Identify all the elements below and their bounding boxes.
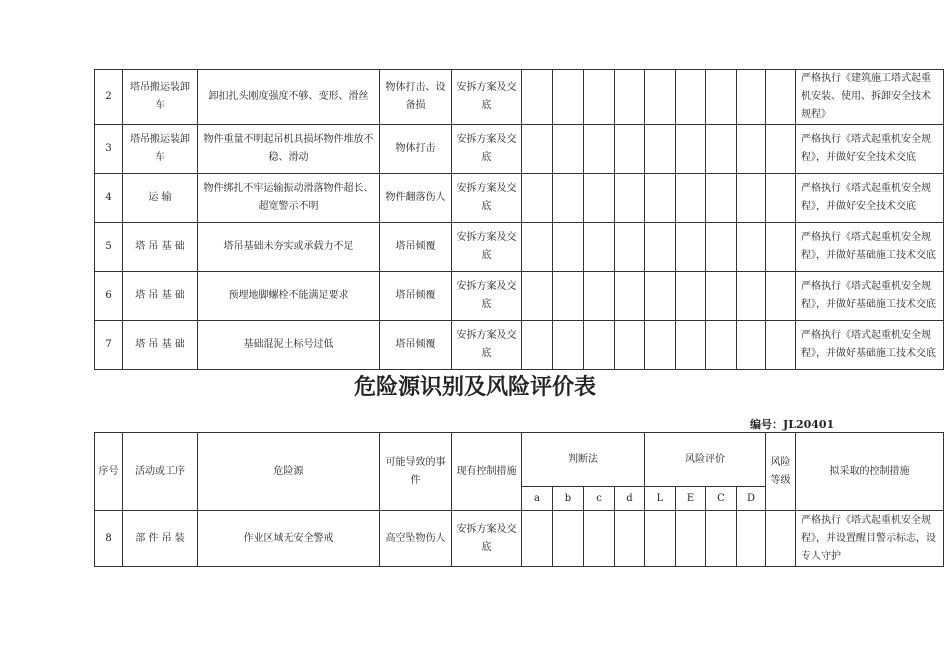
- empty-score-cell: [522, 223, 553, 272]
- empty-score-cell: [615, 321, 645, 370]
- empty-score-cell: [706, 125, 737, 174]
- row-measures: 安拆方案及交底: [452, 70, 522, 125]
- empty-score-cell: [645, 125, 676, 174]
- empty-score-cell: [553, 223, 584, 272]
- empty-score-cell: [645, 223, 676, 272]
- row-event: 塔吊倾覆: [380, 223, 452, 272]
- header-judge-c: c: [584, 487, 615, 511]
- row-hazard: 物件重量不明起吊机具损坏物件堆放不稳、滑动: [198, 125, 380, 174]
- header-judge-a: a: [522, 487, 553, 511]
- empty-score-cell: [615, 511, 645, 567]
- empty-score-cell: [766, 321, 796, 370]
- header-judge-b: b: [553, 487, 584, 511]
- row-hazard: 物件绑扎不牢运输振动滑落物件超长、超宽警示不明: [198, 174, 380, 223]
- empty-score-cell: [645, 511, 676, 567]
- empty-score-cell: [706, 272, 737, 321]
- table-row: [95, 272, 944, 321]
- table-row: [95, 511, 944, 567]
- empty-score-cell: [737, 174, 766, 223]
- empty-score-cell: [645, 272, 676, 321]
- row-activity: 塔吊搬运装卸车: [123, 70, 198, 125]
- row-activity: 塔 吊 基 础: [123, 321, 198, 370]
- row-number: 6: [95, 272, 123, 321]
- empty-score-cell: [522, 70, 553, 125]
- empty-score-cell: [766, 223, 796, 272]
- row-number: 8: [95, 511, 123, 567]
- empty-score-cell: [737, 223, 766, 272]
- row-event: 物件翻落伤人: [380, 174, 452, 223]
- empty-score-cell: [766, 272, 796, 321]
- page-title: 危险源识别及风险评价表: [353, 374, 596, 400]
- row-event: 物体打击: [380, 125, 452, 174]
- row-hazard: 基础混泥土标号过低: [198, 321, 380, 370]
- row-hazard: 塔吊基础未夯实或承载力不足: [198, 223, 380, 272]
- row-measures: 安拆方案及交底: [452, 272, 522, 321]
- header-level: 风险等级: [766, 433, 796, 511]
- empty-score-cell: [522, 174, 553, 223]
- row-number: 7: [95, 321, 123, 370]
- row-activity: 塔 吊 基 础: [123, 223, 198, 272]
- empty-score-cell: [584, 70, 615, 125]
- empty-score-cell: [676, 321, 706, 370]
- empty-score-cell: [615, 125, 645, 174]
- header-activity: 活动或工序: [123, 433, 198, 511]
- empty-score-cell: [676, 174, 706, 223]
- row-measures: 安拆方案及交底: [452, 174, 522, 223]
- empty-score-cell: [645, 321, 676, 370]
- empty-score-cell: [553, 511, 584, 567]
- table-row: [95, 321, 944, 370]
- empty-score-cell: [645, 174, 676, 223]
- row-activity: 运 输: [123, 174, 198, 223]
- row-control: 严格执行《建筑施工塔式起重机安装、使用、拆卸安全技术规程》: [796, 70, 944, 125]
- empty-score-cell: [737, 272, 766, 321]
- empty-score-cell: [584, 272, 615, 321]
- empty-score-cell: [522, 125, 553, 174]
- table-row: [95, 125, 944, 174]
- row-control: 严格执行《塔式起重机安全规程》，并做好安全技术交底: [796, 125, 944, 174]
- header-risk-d: D: [737, 487, 766, 511]
- empty-score-cell: [706, 223, 737, 272]
- row-hazard: 预埋地脚螺栓不能满足要求: [198, 272, 380, 321]
- row-control: 严格执行《塔式起重机安全规程》，并做好基础施工技术交底: [796, 321, 944, 370]
- row-hazard: 卸扣扎头刚度强度不够、变形、滑丝: [198, 70, 380, 125]
- row-control: 严格执行《塔式起重机安全规程》，并做好基础施工技术交底: [796, 223, 944, 272]
- header-control: 拟采取的控制措施: [796, 433, 944, 511]
- header-hazard: 危险源: [198, 433, 380, 511]
- header-judge: 判断法: [522, 433, 645, 487]
- empty-score-cell: [584, 511, 615, 567]
- empty-score-cell: [553, 272, 584, 321]
- empty-score-cell: [615, 174, 645, 223]
- empty-score-cell: [737, 321, 766, 370]
- empty-score-cell: [522, 321, 553, 370]
- empty-score-cell: [584, 125, 615, 174]
- empty-score-cell: [676, 70, 706, 125]
- empty-score-cell: [522, 272, 553, 321]
- row-activity: 塔 吊 基 础: [123, 272, 198, 321]
- row-measures: 安拆方案及交底: [452, 321, 522, 370]
- empty-score-cell: [737, 511, 766, 567]
- row-control: 严格执行《塔式起重机安全规程》，并做好安全技术交底: [796, 174, 944, 223]
- row-control: 严格执行《塔式起重机安全规程》，并设置醒目警示标志，设专人守护: [796, 511, 944, 567]
- row-measures: 安拆方案及交底: [452, 511, 522, 567]
- empty-score-cell: [584, 321, 615, 370]
- hazard-table: [94, 432, 944, 567]
- empty-score-cell: [706, 321, 737, 370]
- header-judge-d: d: [615, 487, 645, 511]
- empty-score-cell: [615, 272, 645, 321]
- header-risk-l: L: [645, 487, 676, 511]
- row-control: 严格执行《塔式起重机安全规程》，并做好基础施工技术交底: [796, 272, 944, 321]
- header-risk-eval: 风险评价: [645, 433, 766, 487]
- row-number: 4: [95, 174, 123, 223]
- empty-score-cell: [615, 223, 645, 272]
- empty-score-cell: [676, 125, 706, 174]
- row-hazard: 作业区域无安全警戒: [198, 511, 380, 567]
- empty-score-cell: [766, 511, 796, 567]
- row-number: 2: [95, 70, 123, 125]
- empty-score-cell: [615, 70, 645, 125]
- empty-score-cell: [584, 174, 615, 223]
- row-measures: 安拆方案及交底: [452, 125, 522, 174]
- row-number: 3: [95, 125, 123, 174]
- row-event: 高空坠物伤人: [380, 511, 452, 567]
- empty-score-cell: [676, 223, 706, 272]
- empty-score-cell: [706, 511, 737, 567]
- empty-score-cell: [706, 174, 737, 223]
- empty-score-cell: [645, 70, 676, 125]
- empty-score-cell: [766, 125, 796, 174]
- hazard-table-continued: [94, 69, 944, 370]
- row-activity: 部 件 吊 装: [123, 511, 198, 567]
- empty-score-cell: [706, 70, 737, 125]
- row-activity: 塔吊搬运装卸车: [123, 125, 198, 174]
- empty-score-cell: [766, 174, 796, 223]
- row-event: 塔吊倾覆: [380, 272, 452, 321]
- row-number: 5: [95, 223, 123, 272]
- header-risk-e: E: [676, 487, 706, 511]
- document-code: 编号：JL20401: [750, 418, 835, 431]
- empty-score-cell: [737, 70, 766, 125]
- row-event: 塔吊倾覆: [380, 321, 452, 370]
- row-event: 物体打击、设备损: [380, 70, 452, 125]
- empty-score-cell: [522, 511, 553, 567]
- header-risk-c: C: [706, 487, 737, 511]
- header-measures: 现有控制措施: [452, 433, 522, 511]
- empty-score-cell: [553, 321, 584, 370]
- table-row: [95, 174, 944, 223]
- empty-score-cell: [676, 511, 706, 567]
- empty-score-cell: [553, 174, 584, 223]
- empty-score-cell: [553, 125, 584, 174]
- empty-score-cell: [553, 70, 584, 125]
- table-row: [95, 223, 944, 272]
- empty-score-cell: [737, 125, 766, 174]
- row-measures: 安拆方案及交底: [452, 223, 522, 272]
- header-event: 可能导致的事件: [380, 433, 452, 511]
- table-row: [95, 70, 944, 125]
- empty-score-cell: [584, 223, 615, 272]
- header-no: 序号: [95, 433, 123, 511]
- empty-score-cell: [676, 272, 706, 321]
- empty-score-cell: [766, 70, 796, 125]
